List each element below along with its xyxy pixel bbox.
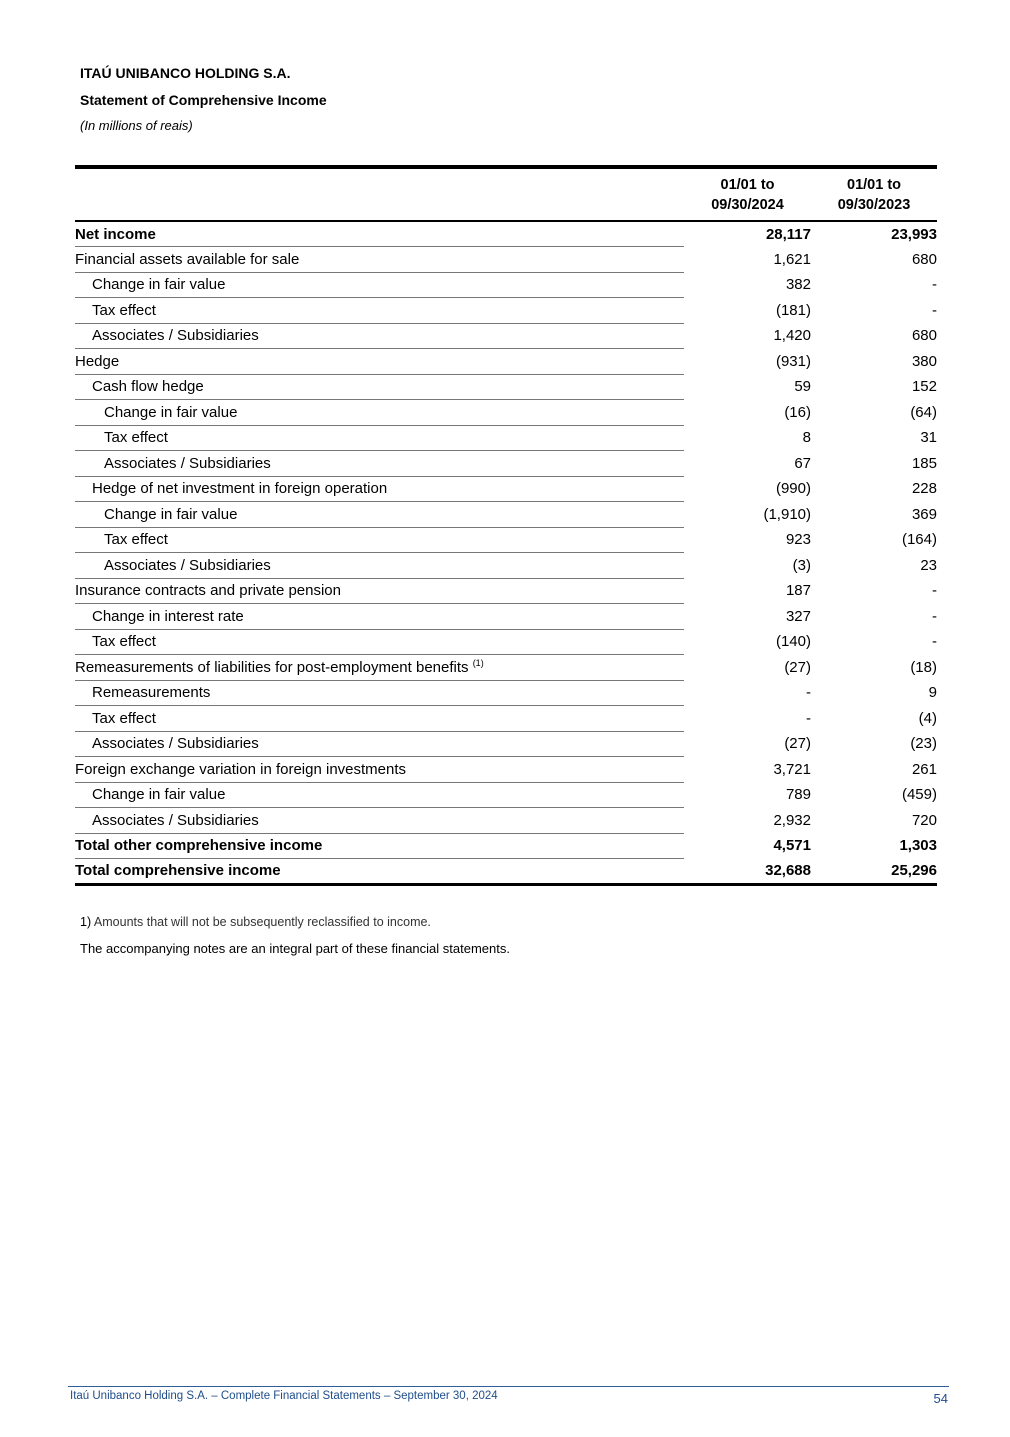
row-label-text: Change in fair value bbox=[92, 786, 226, 804]
row-label bbox=[75, 578, 684, 604]
row-label bbox=[75, 655, 684, 681]
value-2024: 67 bbox=[794, 454, 811, 472]
table-row bbox=[75, 706, 937, 732]
table-row bbox=[75, 451, 937, 477]
value-2024: 1,420 bbox=[773, 327, 811, 345]
value-2024: (140) bbox=[775, 633, 811, 651]
footnote bbox=[80, 915, 431, 929]
row-label bbox=[75, 502, 684, 528]
company-name: ITAÚ UNIBANCO HOLDING S.A. bbox=[80, 65, 291, 81]
value-2023: 369 bbox=[911, 505, 937, 523]
value-2023: 261 bbox=[911, 760, 937, 778]
currency-subtitle: (In millions of reais) bbox=[80, 118, 193, 133]
column-header-2024-line2: 09/30/2024 bbox=[711, 196, 784, 213]
value-2024: (1,910) bbox=[763, 505, 811, 523]
footnote-marker: 1) bbox=[80, 915, 92, 929]
row-label-text: Tax effect bbox=[104, 429, 168, 447]
table-row bbox=[75, 298, 937, 324]
value-2023: (164) bbox=[901, 531, 937, 549]
row-label-text: Tax effect bbox=[92, 709, 156, 727]
table-row bbox=[75, 731, 937, 757]
value-2023: (18) bbox=[910, 658, 937, 676]
value-2023: 1,303 bbox=[899, 837, 937, 855]
value-2023: 228 bbox=[911, 480, 937, 498]
value-2024: (990) bbox=[775, 480, 811, 498]
row-label-text: Associates / Subsidiaries bbox=[104, 454, 271, 472]
row-label-text: Change in interest rate bbox=[92, 607, 244, 625]
value-2024: 4,571 bbox=[773, 837, 811, 855]
value-2024: (27) bbox=[784, 658, 811, 676]
column-header-2023-line1: 01/01 to bbox=[847, 176, 901, 193]
value-2024: 59 bbox=[794, 378, 811, 396]
statement-title: Statement of Comprehensive Income bbox=[80, 92, 327, 108]
value-2024: 28,117 bbox=[765, 225, 811, 243]
footer-text: Itaú Unibanco Holding S.A. – Complete Financial Statements – September 30, 2024 bbox=[70, 1390, 498, 1402]
table-row bbox=[75, 680, 937, 706]
table-row bbox=[75, 655, 937, 681]
row-label bbox=[75, 706, 684, 732]
row-label-text: Hedge bbox=[75, 352, 120, 370]
column-header-2023-line2: 09/30/2023 bbox=[837, 196, 911, 213]
value-2023: (23) bbox=[910, 735, 937, 753]
value-2023: - bbox=[932, 607, 937, 625]
row-label bbox=[75, 629, 684, 655]
row-label-text: Change in fair value bbox=[92, 276, 226, 294]
value-2024: - bbox=[806, 709, 811, 727]
row-label bbox=[75, 527, 684, 553]
row-label-text: Associates / Subsidiaries bbox=[92, 327, 259, 345]
value-2023: 720 bbox=[911, 811, 937, 829]
value-2024: (3) bbox=[792, 556, 811, 574]
row-label-text: Total comprehensive income bbox=[75, 862, 281, 880]
column-header-2024-line1: 01/01 to bbox=[720, 176, 775, 193]
row-label bbox=[75, 476, 684, 502]
row-label bbox=[75, 451, 684, 477]
value-2024: 8 bbox=[802, 429, 811, 447]
row-label bbox=[75, 782, 684, 808]
table-row bbox=[75, 553, 937, 579]
table-row bbox=[75, 400, 937, 426]
row-label bbox=[75, 808, 684, 834]
table-row bbox=[75, 221, 937, 247]
row-label-text: Remeasurements of liabilities for post-employment benefits bbox=[75, 659, 469, 677]
value-2023: - bbox=[932, 301, 937, 319]
table-row bbox=[75, 374, 937, 400]
row-label bbox=[75, 604, 684, 630]
row-label-text: Cash flow hedge bbox=[92, 378, 204, 396]
value-2024: 923 bbox=[785, 531, 811, 549]
table-row bbox=[75, 629, 937, 655]
value-2024: - bbox=[806, 684, 811, 702]
value-2023: (459) bbox=[901, 786, 937, 804]
value-2024: (27) bbox=[784, 735, 811, 753]
table-row bbox=[75, 527, 937, 553]
value-2024: 327 bbox=[785, 607, 811, 625]
comprehensive-income-table bbox=[75, 165, 937, 886]
table-row bbox=[75, 349, 937, 375]
value-2023: 680 bbox=[911, 250, 937, 268]
accompanying-notes-statement: The accompanying notes are an integral part of these financial statements. bbox=[80, 941, 510, 956]
table-row bbox=[75, 757, 937, 783]
table-row bbox=[75, 833, 937, 859]
table-row bbox=[75, 859, 937, 885]
value-2023: 23,993 bbox=[891, 225, 937, 243]
table-header-row bbox=[75, 167, 937, 221]
value-2023: (4) bbox=[918, 709, 937, 727]
row-label-text: Net income bbox=[75, 225, 156, 243]
value-2023: 9 bbox=[928, 684, 937, 702]
row-label bbox=[75, 323, 684, 349]
row-label-text: Foreign exchange variation in foreign investments bbox=[75, 760, 407, 778]
table-row bbox=[75, 578, 937, 604]
table-row bbox=[75, 272, 937, 298]
table-row bbox=[75, 425, 937, 451]
row-label-text: Change in fair value bbox=[104, 403, 238, 421]
table-row bbox=[75, 604, 937, 630]
row-label-text: Total other comprehensive income bbox=[75, 837, 323, 855]
value-2024: 187 bbox=[785, 582, 811, 600]
row-label bbox=[75, 349, 684, 375]
footer-divider bbox=[68, 1386, 949, 1387]
row-label bbox=[75, 298, 684, 324]
value-2023: - bbox=[932, 582, 937, 600]
value-2023: 380 bbox=[911, 352, 937, 370]
row-label bbox=[75, 374, 684, 400]
row-label-text: Associates / Subsidiaries bbox=[104, 556, 271, 574]
value-2024: 2,932 bbox=[773, 811, 811, 829]
table-row bbox=[75, 247, 937, 273]
value-2023: 25,296 bbox=[891, 862, 937, 879]
row-label-text: Associates / Subsidiaries bbox=[92, 811, 259, 829]
value-2023: 185 bbox=[911, 454, 937, 472]
value-2024: 32,688 bbox=[765, 862, 811, 879]
row-label-text: Financial assets available for sale bbox=[75, 250, 300, 268]
value-2024: 3,721 bbox=[773, 760, 811, 778]
row-label bbox=[75, 757, 684, 783]
row-label bbox=[75, 731, 684, 757]
row-label bbox=[75, 272, 684, 298]
column-header-2024 bbox=[684, 167, 811, 221]
value-2023: - bbox=[932, 276, 937, 294]
value-2023: (64) bbox=[910, 403, 937, 421]
value-2024: 1,621 bbox=[773, 250, 811, 268]
footnote-text: Amounts that will not be subsequently reclassified to income. bbox=[93, 915, 431, 929]
row-label bbox=[75, 680, 684, 706]
table-row bbox=[75, 782, 937, 808]
row-label bbox=[75, 859, 684, 885]
row-label bbox=[75, 221, 684, 247]
row-label bbox=[75, 425, 684, 451]
row-label-text: Tax effect bbox=[104, 531, 168, 549]
value-2024: (181) bbox=[775, 301, 811, 319]
row-label-text: Change in fair value bbox=[104, 505, 238, 523]
page-number: 54 bbox=[933, 1391, 948, 1406]
row-label bbox=[75, 833, 684, 859]
row-label bbox=[75, 400, 684, 426]
value-2023: 23 bbox=[920, 556, 937, 574]
value-2023: 31 bbox=[920, 429, 937, 447]
row-label-text: Remeasurements bbox=[92, 684, 211, 702]
row-label-text: Tax effect bbox=[92, 301, 156, 319]
column-header-2023 bbox=[811, 167, 937, 221]
table-row bbox=[75, 808, 937, 834]
row-label bbox=[75, 247, 684, 273]
value-2023: - bbox=[932, 633, 937, 651]
value-2023: 680 bbox=[911, 327, 937, 345]
value-2024: 382 bbox=[785, 276, 811, 294]
table-body bbox=[75, 221, 937, 884]
value-2024: 789 bbox=[785, 786, 811, 804]
value-2023: 152 bbox=[911, 378, 937, 396]
footnote-reference: (1) bbox=[472, 658, 484, 669]
row-label-text: Associates / Subsidiaries bbox=[92, 735, 259, 753]
table-row bbox=[75, 502, 937, 528]
table-row bbox=[75, 476, 937, 502]
row-label bbox=[75, 553, 684, 579]
label-column-header bbox=[75, 167, 684, 221]
row-label-text: Tax effect bbox=[92, 633, 156, 651]
row-label-text: Hedge of net investment in foreign operation bbox=[92, 480, 388, 498]
value-2024: (931) bbox=[775, 352, 811, 370]
table-row bbox=[75, 323, 937, 349]
value-2024: (16) bbox=[784, 403, 811, 421]
row-label-text: Insurance contracts and private pension bbox=[75, 582, 341, 600]
